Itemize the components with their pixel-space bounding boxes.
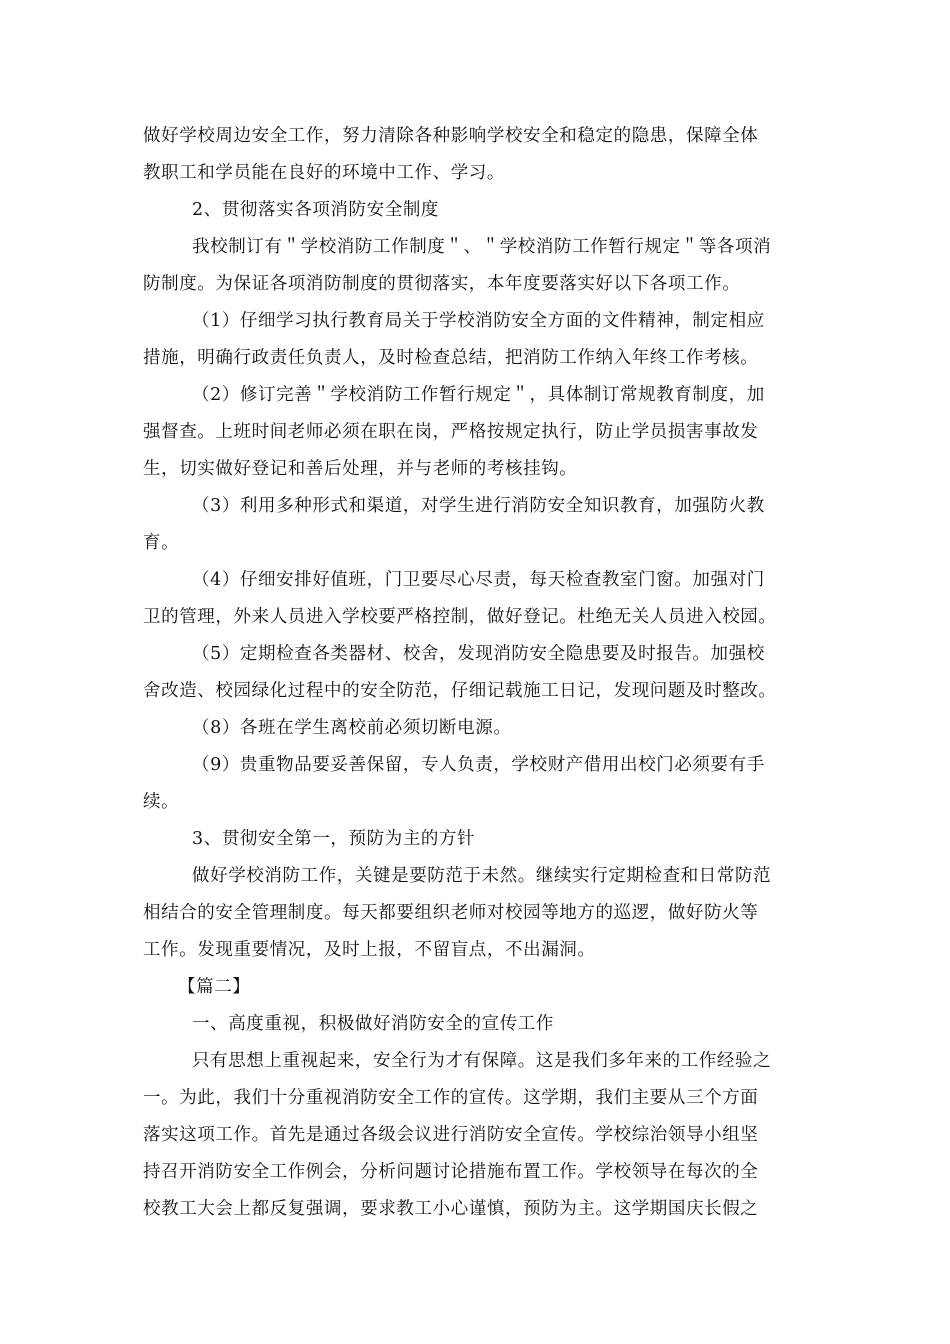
text-line: 卫的管理，外来人员进入学校要严格控制，做好登记。杜绝无关人员进入校园。 xyxy=(143,607,777,627)
text-line: 只有思想上重视起来，安全行为才有保障。这是我们多年来的工作经验之 xyxy=(192,1051,772,1071)
text-line: 续。 xyxy=(143,792,180,812)
text-line: 持召开消防安全工作例会，分析问题讨论措施布置工作。学校领导在每次的全 xyxy=(143,1162,759,1182)
text-line: 工作。发现重要情况，及时上报，不留盲点，不出漏洞。 xyxy=(143,940,596,960)
text-line: 教职工和学员能在良好的环境中工作、学习。 xyxy=(143,163,505,183)
text-line: 强督查。上班时间老师必须在职在岗，严格按规定执行，防止学员损害事故发 xyxy=(143,422,759,442)
text-line: 校教工大会上都反复强调，要求教工小心谨慎，预防为主。这学期国庆长假之 xyxy=(143,1199,759,1219)
section-heading: 一、高度重视，积极做好消防安全的宣传工作 xyxy=(192,1014,554,1034)
text-line: 一。为此，我们十分重视消防安全工作的宣传。这学期，我们主要从三个方面 xyxy=(143,1088,759,1108)
section-heading: 2、贯彻落实各项消防安全制度 xyxy=(192,200,440,220)
text-line: 我校制订有＂学校消防工作制度＂、＂学校消防工作暂行规定＂等各项消 xyxy=(192,237,772,257)
list-item-line: （9）贵重物品要妥善保留，专人负责，学校财产借用出校门必须要有手 xyxy=(192,755,765,775)
part-heading: 【篇二】 xyxy=(178,977,251,997)
list-item-line: （3）利用多种形式和渠道，对学生进行消防安全知识教育，加强防火教 xyxy=(192,496,765,516)
text-line: 防制度。为保证各项消防制度的贯彻落实，本年度要落实好以下各项工作。 xyxy=(143,274,741,294)
text-line: 育。 xyxy=(143,533,180,553)
text-line: 做好学校消防工作，关键是要防范于未然。继续实行定期检查和日常防范 xyxy=(192,866,772,886)
list-item-line: （5）定期检查各类器材、校舍，发现消防安全隐患要及时报告。加强校 xyxy=(192,644,765,664)
list-item-line: （4）仔细安排好值班，门卫要尽心尽责，每天检查教室门窗。加强对门 xyxy=(192,570,765,590)
list-item-line: （1）仔细学习执行教育局关于学校消防安全方面的文件精神，制定相应 xyxy=(192,311,765,331)
text-line: 做好学校周边安全工作，努力清除各种影响学校安全和稳定的隐患，保障全体 xyxy=(143,126,759,146)
text-line: 措施，明确行政责任负责人，及时检查总结，把消防工作纳入年终工作考核。 xyxy=(143,348,759,368)
list-item-line: （2）修订完善＂学校消防工作暂行规定＂，具体制订常规教育制度，加 xyxy=(192,385,765,405)
text-line: 舍改造、校园绿化过程中的安全防范，仔细记载施工日记，发现问题及时整改。 xyxy=(143,681,777,701)
text-line: 落实这项工作。首先是通过各级会议进行消防安全宣传。学校综治领导小组坚 xyxy=(143,1125,759,1145)
section-heading: 3、贯彻安全第一，预防为主的方针 xyxy=(192,829,476,849)
text-line: 生，切实做好登记和善后处理，并与老师的考核挂钩。 xyxy=(143,459,578,479)
text-line: 相结合的安全管理制度。每天都要组织老师对校园等地方的巡逻，做好防火等 xyxy=(143,903,759,923)
list-item-line: （8）各班在学生离校前必须切断电源。 xyxy=(192,718,512,738)
